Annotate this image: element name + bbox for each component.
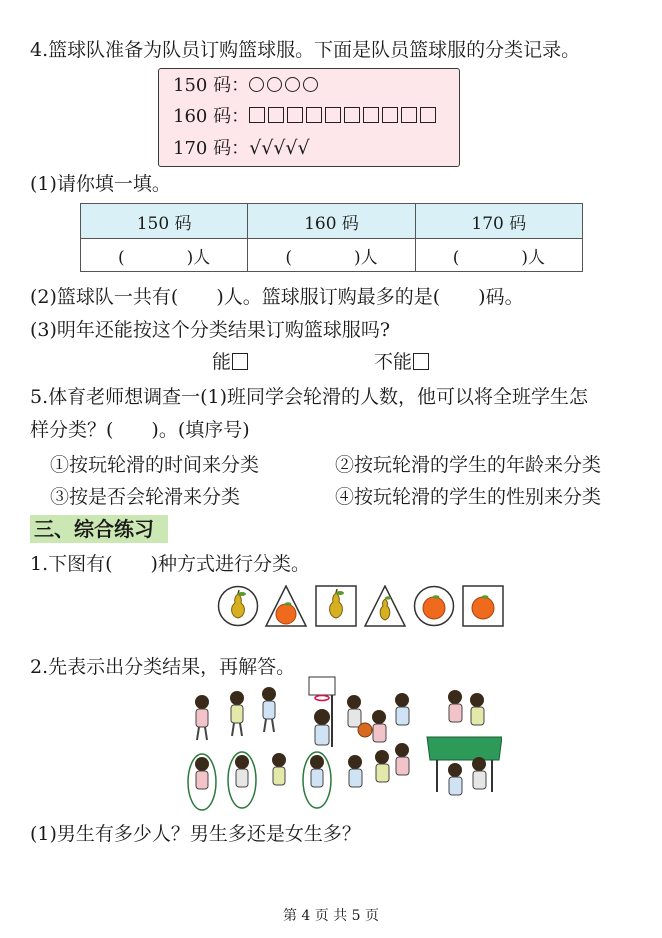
hopscotch-group — [195, 687, 276, 740]
check-mark-icon: √ — [285, 137, 299, 159]
answer-cell-150[interactable] — [81, 239, 248, 272]
q5-option-4[interactable]: ④按玩轮滑的学生的性别来分类 — [335, 486, 602, 508]
header-150: 150 码 — [81, 204, 248, 239]
tally-label-160: 160 码： — [173, 106, 250, 127]
tally-record-box — [158, 68, 460, 167]
s3-q2: 2.先表示出分类结果，再解答。 — [30, 656, 296, 678]
option-yes[interactable] — [212, 350, 248, 374]
check-mark-icon: √ — [273, 137, 287, 159]
square-mark-icon — [249, 107, 265, 123]
triangle-pear-icon — [365, 586, 405, 626]
check-mark-icon: √ — [297, 137, 311, 159]
q5-option-2[interactable]: ②按玩轮滑的学生的年龄来分类 — [335, 454, 602, 476]
answer-cell-160[interactable] — [248, 239, 415, 272]
circle-mark-icon — [303, 77, 318, 92]
open-paren: ( — [118, 247, 125, 268]
answer-cell-170[interactable] — [415, 239, 582, 272]
tally-row-150 — [173, 75, 321, 97]
circle-mark-icon — [285, 77, 300, 92]
q4-sub3: (3)明年还能按这个分类结果订购篮球服吗? — [30, 319, 391, 341]
tally-label-170: 170 码： — [173, 138, 250, 159]
circle-mark-icon — [249, 77, 264, 92]
header-170: 170 码 — [415, 204, 582, 239]
square-mark-icon — [401, 107, 417, 123]
square-mark-icon — [382, 107, 398, 123]
option-no[interactable] — [374, 350, 429, 374]
q4-title: 4.篮球队准备为队员订购篮球服。下面是队员篮球服的分类记录。 — [30, 39, 581, 61]
square-tally-marks — [249, 106, 439, 127]
option-yes-label: 能 — [212, 351, 232, 373]
square-mark-icon — [363, 107, 379, 123]
q4-sub1: (1)请你填一填。 — [30, 173, 171, 195]
square-mark-icon — [420, 107, 436, 123]
circle-tally-marks — [249, 75, 321, 96]
s3-q1: 1.下图有( )种方式进行分类。 — [30, 553, 310, 575]
square-mark-icon — [325, 107, 341, 123]
square-mark-icon — [268, 107, 284, 123]
check-tally-marks — [249, 138, 310, 159]
fill-table — [80, 203, 583, 272]
circle-pear-icon — [219, 587, 258, 626]
header-160: 160 码 — [248, 204, 415, 239]
square-mark-icon — [306, 107, 322, 123]
q4-sub2: (2)篮球队一共有( )人。篮球服订购最多的是( )码。 — [30, 286, 524, 308]
s3-q2-sub1: (1)男生有多少人？男生多还是女生多？ — [30, 823, 361, 845]
circle-orange-icon — [415, 587, 454, 626]
check-mark-icon: √ — [249, 137, 263, 159]
triangle-orange-icon — [266, 586, 306, 626]
option-no-label: 不能 — [374, 351, 413, 373]
circle-mark-icon — [267, 77, 282, 92]
square-pear-icon — [316, 586, 356, 626]
page-footer: 第 4 页 共 5 页 — [282, 908, 380, 924]
ping-pong-table — [427, 690, 502, 795]
open-paren: ( — [285, 247, 292, 268]
q5-line1: 5.体育老师想调查一(1)班同学会轮滑的人数，他可以将全班学生怎 — [30, 386, 589, 408]
close-paren-unit: )人 — [521, 247, 545, 268]
section-3-title: 三、综合练习 — [30, 515, 168, 543]
open-paren: ( — [452, 247, 460, 268]
q5-option-1[interactable]: ①按玩轮滑的时间来分类 — [50, 454, 260, 476]
check-mark-icon: √ — [261, 137, 275, 159]
q5-option-3[interactable]: ③按是否会轮滑来分类 — [50, 486, 241, 508]
q5-line2: 样分类？( )。(填序号) — [30, 419, 250, 441]
tally-label-150: 150 码： — [173, 75, 250, 96]
basketball-hoop — [309, 677, 409, 787]
tally-row-160 — [173, 106, 439, 128]
tally-row-170 — [173, 137, 310, 160]
close-paren-unit: )人 — [353, 247, 378, 268]
checkbox-no[interactable] — [413, 353, 429, 370]
jump-rope-group — [188, 752, 331, 810]
square-mark-icon — [287, 107, 303, 123]
children-playing-illustration — [187, 672, 502, 812]
close-paren-unit: )人 — [186, 247, 211, 268]
square-mark-icon — [344, 107, 360, 123]
classification-shapes-row — [217, 585, 507, 629]
checkbox-yes[interactable] — [232, 353, 248, 370]
square-orange-icon — [463, 586, 503, 626]
